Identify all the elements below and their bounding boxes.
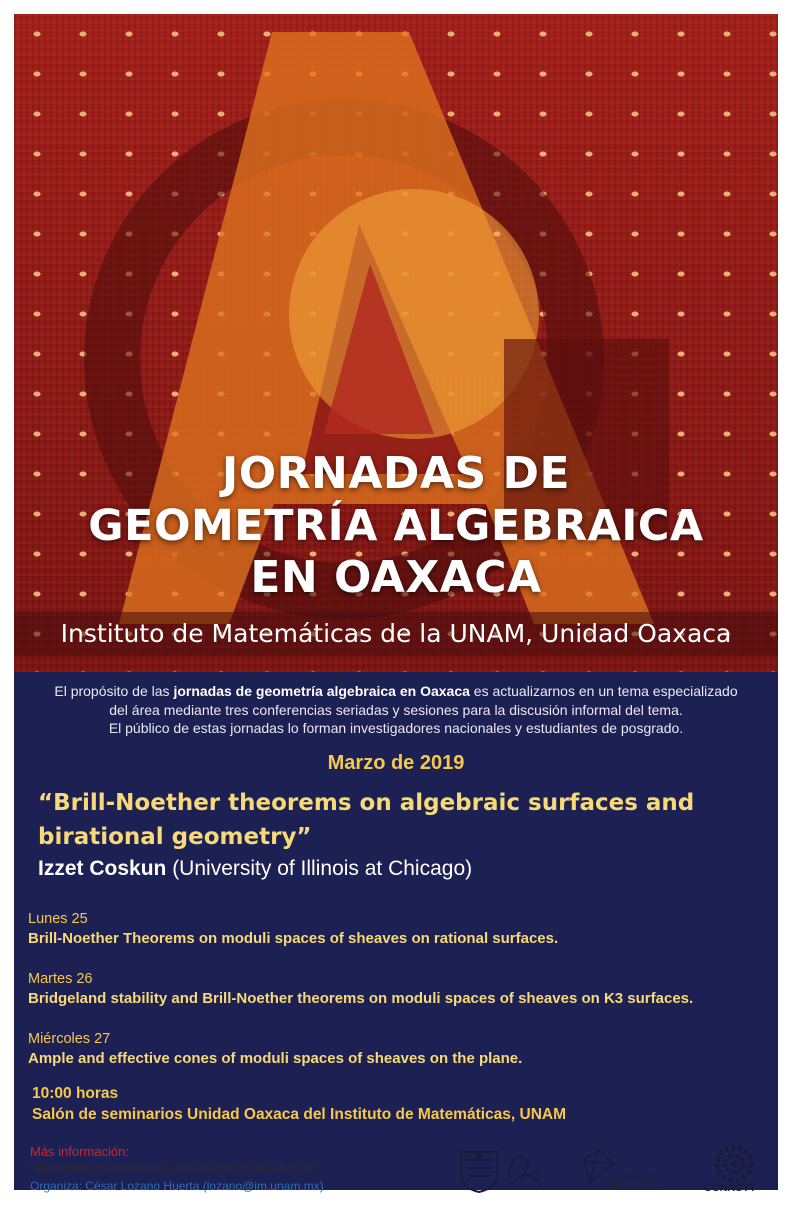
talk-title — [38, 786, 758, 854]
title-line-1: JORNADAS DE — [221, 448, 571, 499]
instituto-logo-line-2: Matemáticas — [610, 1182, 662, 1192]
session-title: Bridgeland stability and Brill-Noether theorems on moduli spaces of sheaves on K3 surfaces. — [28, 990, 694, 1007]
more-info-label: Más información: — [30, 1144, 129, 1159]
intro-line-1 — [14, 682, 778, 701]
session-day: Lunes 25 — [28, 911, 88, 927]
conacyt-label: CONACYT — [704, 1182, 756, 1194]
schedule-venue: Salón de seminarios Unidad Oaxaca del Instituto de Matemáticas, UNAM — [32, 1106, 567, 1123]
talk-title-line-1: “Brill-Noether theorems on algebraic surfaces and — [38, 790, 695, 816]
session-day: Martes 26 — [28, 971, 93, 987]
schedule — [32, 1084, 566, 1125]
schedule-time: 10:00 horas — [32, 1085, 119, 1102]
intro-emphasis: jornadas de geometría algebraica en Oaxaca — [173, 683, 470, 699]
instituto-logo-line-1: Instituto de — [610, 1172, 655, 1182]
institute-subtitle-bar — [14, 612, 778, 656]
conacyt-logo-icon — [714, 1144, 754, 1184]
title-line-3: EN OAXACA — [250, 552, 542, 603]
speaker — [38, 857, 472, 881]
intro-line-2: del área mediante tres conferencias seriadas y sesiones para la discusión informal del tema. — [109, 701, 683, 718]
session-3 — [28, 1029, 778, 1069]
session-title: Brill-Noether Theorems on moduli spaces of sheaves on rational surfaces. — [28, 930, 559, 947]
instituto-logo-text — [610, 1172, 661, 1192]
intro-line-3: El público de estas jornadas lo forman investigadores nacionales y estudiantes de posgrado. — [108, 720, 684, 736]
event-date: Marzo de 2019 — [327, 752, 465, 774]
session-2 — [28, 969, 778, 1009]
intro-text: es actualizarnos en un tema especializado — [469, 683, 738, 699]
event-title — [14, 448, 778, 604]
session-1 — [28, 909, 778, 949]
unam-shield-icon — [455, 1146, 503, 1194]
speaker-affiliation: (University of Illinois at Chicago) — [166, 857, 473, 880]
intro-paragraph — [14, 682, 778, 738]
title-line-2: GEOMETRÍA ALGEBRAICA — [88, 501, 704, 551]
speaker-name: Izzet Coskun — [38, 857, 167, 880]
intro-text: El propósito de las — [54, 683, 174, 699]
info-panel — [14, 672, 778, 1190]
session-title: Ample and effective cones of moduli spaces of sheaves on the plane. — [28, 1050, 523, 1067]
hero-banner — [14, 14, 778, 672]
talk-title-line-2: birational geometry” — [38, 824, 312, 850]
event-url-link[interactable]: http://www.matem.unam.mx/lozano/jornadas.html — [30, 1160, 314, 1175]
unam-wordmark-icon — [504, 1146, 544, 1192]
organizer-text: Organiza: César Lozano Huerta (lozano@im.unam.mx) — [30, 1179, 324, 1193]
institute-subtitle: Instituto de Matemáticas de la UNAM, Unidad Oaxaca — [60, 619, 732, 648]
session-day: Miércoles 27 — [28, 1031, 111, 1047]
